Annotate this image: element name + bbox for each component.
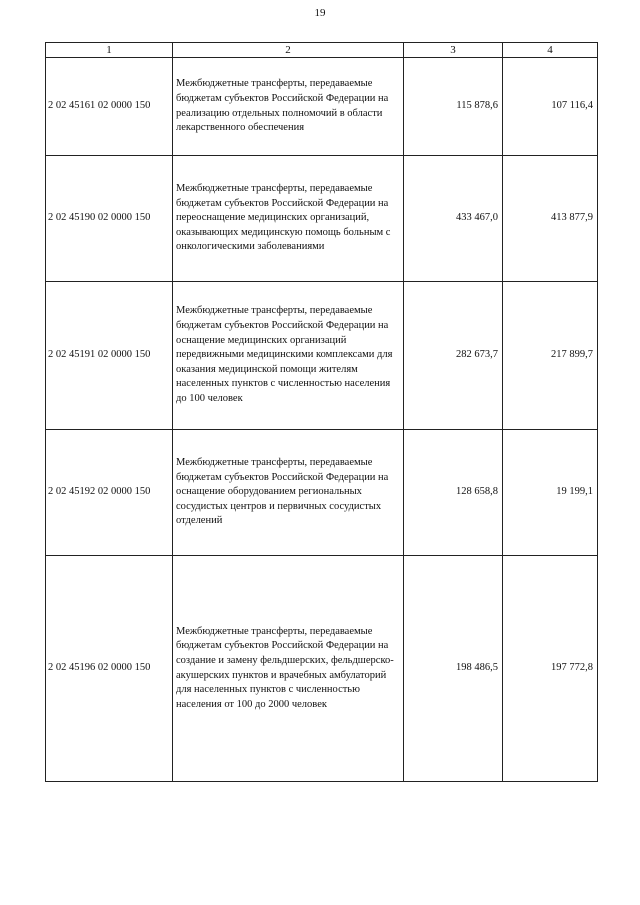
table-row [46, 156, 598, 282]
column-header-4: 4 [503, 43, 598, 58]
amount-2-cell: 413 877,9 [503, 156, 598, 282]
amount-1-cell: 433 467,0 [404, 156, 503, 282]
table-row [46, 430, 598, 556]
budget-code-cell: 2 02 45190 02 0000 150 [46, 156, 173, 282]
budget-code-cell: 2 02 45191 02 0000 150 [46, 282, 173, 430]
budget-transfers-table [45, 42, 598, 782]
amount-2-cell: 19 199,1 [503, 430, 598, 556]
table-header-row [46, 43, 598, 58]
description-cell: Межбюджетные трансферты, передаваемые бюджетам субъектов Российской Федерации на оснащение оборудованием региональных сосудистых центров и первичных сосудистых отделений [173, 430, 404, 556]
amount-2-cell: 197 772,8 [503, 556, 598, 782]
table-row [46, 58, 598, 156]
amount-2-cell: 217 899,7 [503, 282, 598, 430]
description-cell: Межбюджетные трансферты, передаваемые бюджетам субъектов Российской Федерации на создание и замену фельдшерских, фельдшерско-акушерских пунктов и врачебных амбулаторий для населенных пунктов с численностью населения от 100 до 2000 человек [173, 556, 404, 782]
budget-code-cell: 2 02 45196 02 0000 150 [46, 556, 173, 782]
amount-1-cell: 198 486,5 [404, 556, 503, 782]
amount-1-cell: 115 878,6 [404, 58, 503, 156]
column-header-1: 1 [46, 43, 173, 58]
description-cell: Межбюджетные трансферты, передаваемые бюджетам субъектов Российской Федерации на оснащение медицинских организаций передвижными медицинскими комплексами для оказания медицинской помощи жителям населенных пунктов с численностью населения до 100 человек [173, 282, 404, 430]
description-cell: Межбюджетные трансферты, передаваемые бюджетам субъектов Российской Федерации на переоснащение медицинских организаций, оказывающих медицинскую помощь больным с онкологическими заболеваниями [173, 156, 404, 282]
amount-2-cell: 107 116,4 [503, 58, 598, 156]
table-row [46, 556, 598, 782]
budget-code-cell: 2 02 45192 02 0000 150 [46, 430, 173, 556]
table-row [46, 282, 598, 430]
column-header-2: 2 [173, 43, 404, 58]
column-header-3: 3 [404, 43, 503, 58]
page-number: 19 [314, 7, 326, 19]
amount-1-cell: 282 673,7 [404, 282, 503, 430]
description-cell: Межбюджетные трансферты, передаваемые бюджетам субъектов Российской Федерации на реализацию отдельных полномочий в области лекарственного обеспечения [173, 58, 404, 156]
amount-1-cell: 128 658,8 [404, 430, 503, 556]
budget-code-cell: 2 02 45161 02 0000 150 [46, 58, 173, 156]
